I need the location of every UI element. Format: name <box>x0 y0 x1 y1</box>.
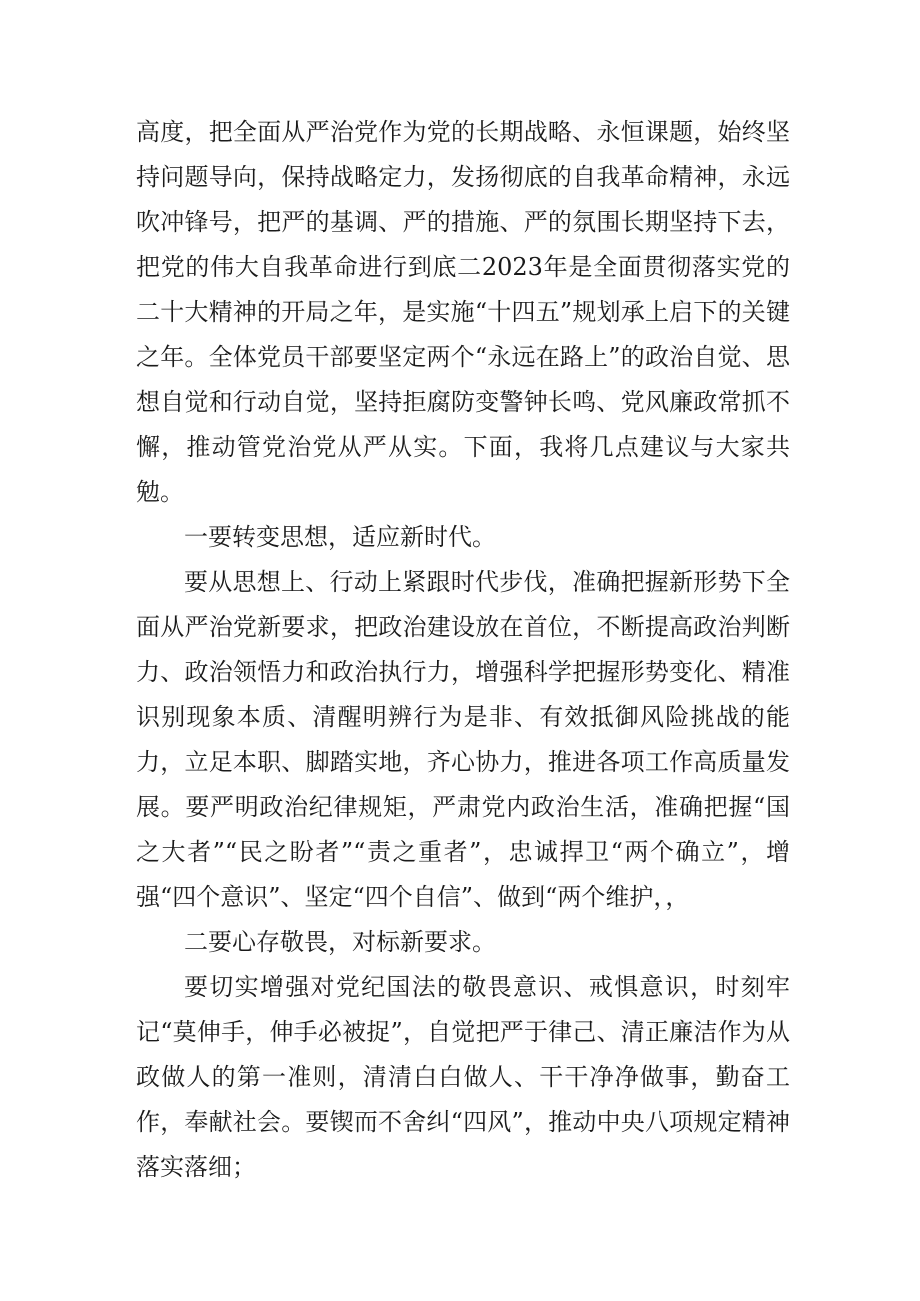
document-body <box>136 110 790 1190</box>
paragraph-section-1: 要从思想上、行动上紧跟时代步伐，准确把握新形势下全面从严治党新要求，把政治建设放在首位，不断提高政治判断力、政治领悟力和政治执行力，增强科学把握形势变化、精准识别现象本质、清醒明辨行为是非、有效抵御风险挑战的能力，立足本职、脚踏实地，齐心协力，推进各项工作高质量发展。要严明政治纪律规矩，严肃党内政治生活，准确把握“国之大者”“民之盼者”“责之重者”，忠诚捍卫“两个确立”，增强“四个意识”、坚定“四个自信”、做到“两个维护，， <box>136 568 790 911</box>
section-heading-2: 二要心存敬畏，对标新要求。 <box>184 928 496 956</box>
paragraph-section-2: 要切实增强对党纪国法的敬畏意识、戒惧意识，时刻牢记“莫伸手，伸手必被捉”，自觉把严于律己、清正廉洁作为从政做人的第一准则，清清白白做人、干干净净做事，勤奋工作，奉献社会。要锲而不舍纠“四风”，推动中央八项规定精神落实落细； <box>136 973 790 1181</box>
paragraph-continuation: 高度，把全面从严治党作为党的长期战略、永恒课题，始终坚持问题导向，保持战略定力，发扬彻底的自我革命精神，永远吹冲锋号，把严的基调、严的措施、严的氛围长期坚持下去，把党的伟大自我革命进行到底二2023年是全面贯彻落实党的二十大精神的开局之年，是实施“十四五”规划承上启下的关键之年。全体党员干部要坚定两个“永远在路上”的政治自觉、思想自觉和行动自觉，坚持拒腐防变警钟长鸣、党风廉政常抓不懈，推动管党治党从严从实。下面，我将几点建议与大家共勉。 <box>136 118 790 506</box>
section-heading-1: 一要转变思想，适应新时代。 <box>184 523 496 551</box>
